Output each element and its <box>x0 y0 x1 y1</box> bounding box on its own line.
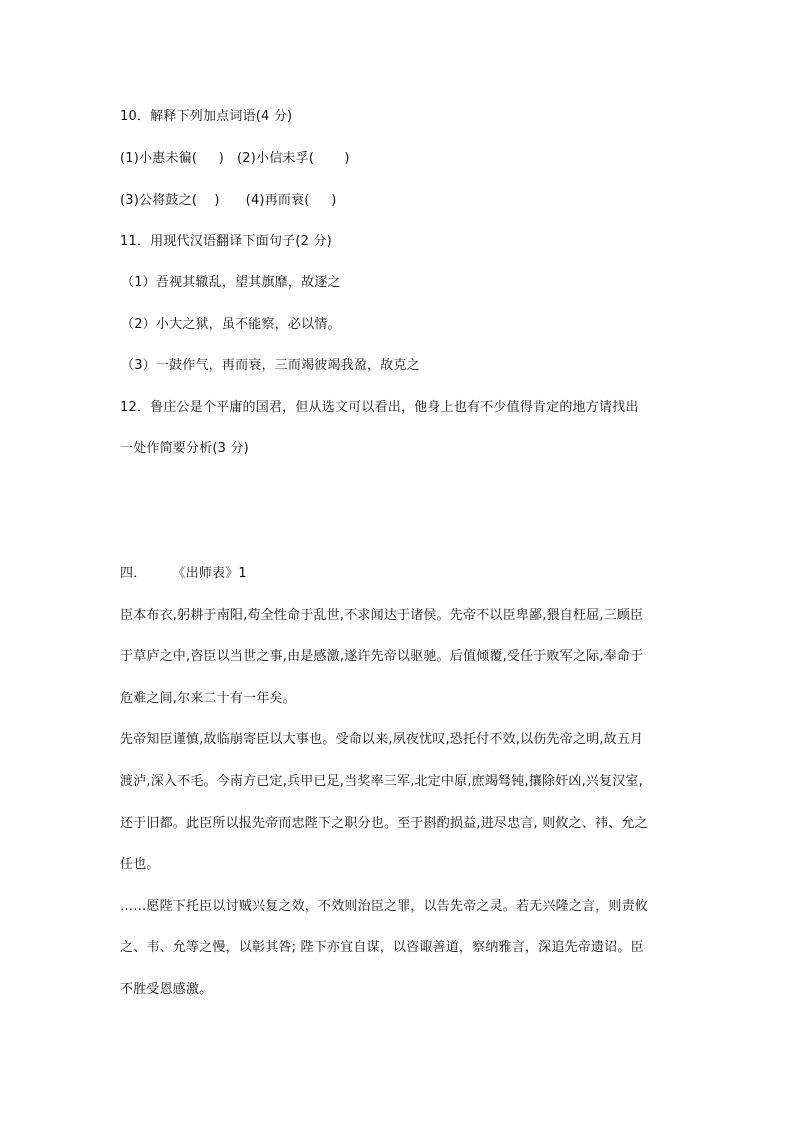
question-10-items-1-2: (1)小惠未徧( ) (2)小信未孚( ) <box>120 151 350 166</box>
passage-line-1: 臣本布衣,躬耕于南阳,苟全性命于乱世,不求闻达于诸侯。先帝不以臣卑鄙,猥自枉屈,三顾臣 <box>120 608 644 623</box>
question-10-items-3-4: (3)公将鼓之( ) (4)再而衰( ) <box>120 193 337 208</box>
passage-line-5: 渡泸,深入不毛。今南方已定,兵甲已足,当奖率三军,北定中原,庶竭驽钝,攘除奸凶,兴复汉室, <box>120 774 644 789</box>
passage-line-2: 于草庐之中,咨臣以当世之事,由是感激,遂许先帝以驱驰。后值倾覆,受任于败军之际,奉命于 <box>120 649 644 664</box>
question-12-line-1: 12．鲁庄公是个平庸的国君，但从选文可以看出，他身上也有不少值得肯定的地方请找出 <box>120 400 639 415</box>
passage-line-6: 还于旧都。此臣所以报先帝而忠陛下之职分也。至于斟酌损益,进尽忠言, 则攸之、祎、允之 <box>120 816 648 831</box>
question-12-line-2: 一处作简要分析(3 分) <box>120 441 249 456</box>
question-11-sentence-1: （1）吾视其辙乱，望其旗靡，故逐之 <box>121 275 341 290</box>
section-4-heading: 四． 《出师表》1 <box>120 566 247 581</box>
passage-line-8: ……愿陛下托臣以讨贼兴复之效，不效则治臣之罪，以告先帝之灵。若无兴隆之言，则责攸 <box>120 899 649 914</box>
question-10-heading: 10．解释下列加点词语(4 分) <box>120 109 293 124</box>
passage-line-10: 不胜受恩感激。 <box>120 982 213 997</box>
passage-line-3: 危难之间,尔来二十有一年矣。 <box>120 691 296 706</box>
question-11-heading: 11．用现代汉语翻译下面句子(2 分) <box>120 234 332 249</box>
question-11-sentence-3: （3）一鼓作气，再而衰，三而竭彼竭我盈，故克之 <box>121 358 420 373</box>
passage-line-4: 先帝知臣谨慎,故临崩寄臣以大事也。受命以来,夙夜忧叹,恐托付不效,以伤先帝之明,故五月 <box>120 732 644 747</box>
passage-line-9: 之、韦、允等之慢，以彰其咎; 陛下亦宜自谋，以咨诹善道，察纳雅言，深追先帝遗诏。臣 <box>120 940 644 955</box>
question-11-sentence-2: （2）小大之狱，虽不能察，必以情。 <box>121 317 341 332</box>
passage-line-7: 任也。 <box>120 857 160 872</box>
